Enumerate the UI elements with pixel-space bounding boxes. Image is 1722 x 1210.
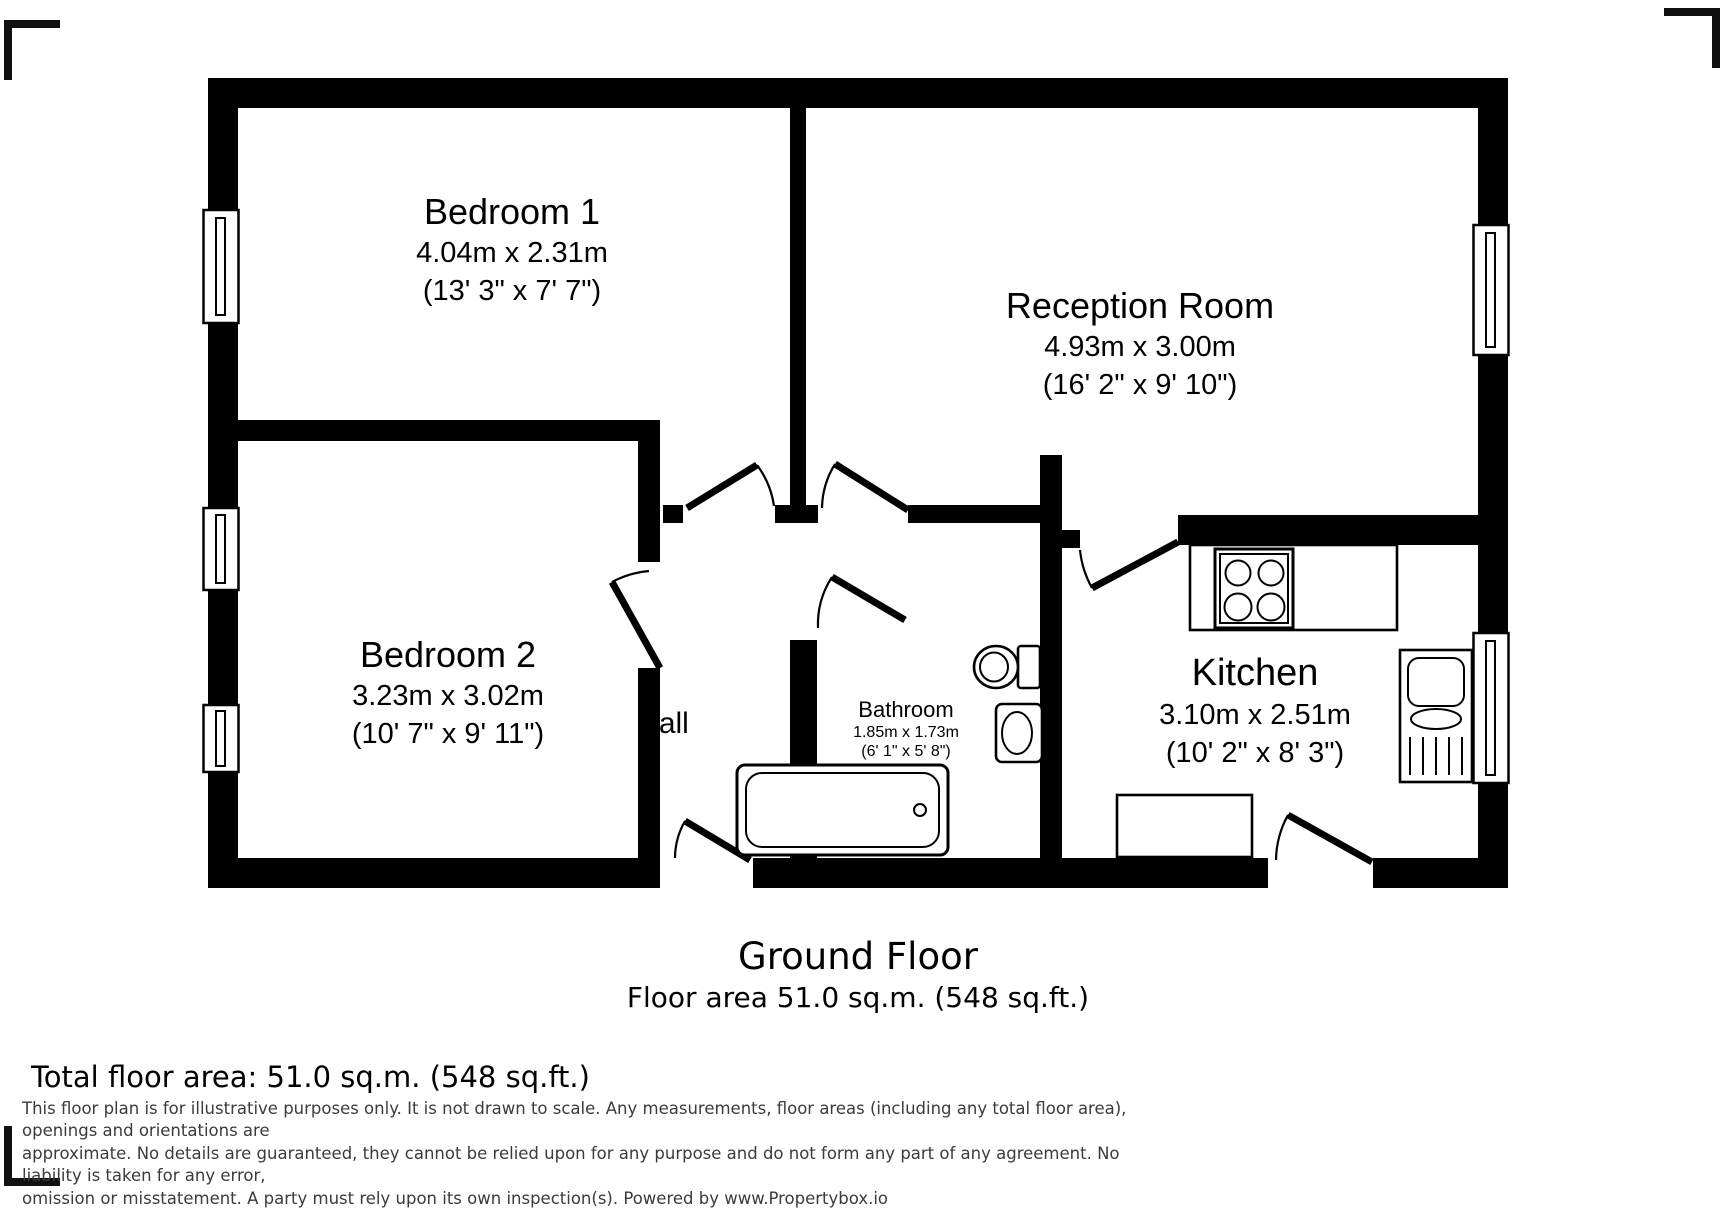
room-dim-imperial: (6' 1" x 5' 8") (861, 743, 951, 760)
floor-title: Ground Floor (738, 935, 978, 978)
door-icon-bathroom (818, 577, 905, 628)
window-icon-bedroom2-upper (204, 508, 239, 590)
window-icon-kitchen (1474, 633, 1509, 783)
wall-bathroom-top (908, 505, 1062, 523)
jamb-hall-center (775, 505, 818, 523)
appliance-icon (1117, 795, 1252, 857)
total-floor-area: Total floor area: 51.0 sq.m. (548 sq.ft.) (31, 1060, 590, 1094)
room-name: Bedroom 2 (359, 634, 537, 675)
door-icon-bedroom1 (687, 465, 774, 508)
room-name: Reception Room (1005, 285, 1275, 326)
corner-mark-top-left (4, 20, 60, 80)
room-dim-metric: 3.23m x 3.02m (352, 680, 544, 712)
bathtub-icon (737, 765, 948, 855)
floor-caption (458, 934, 1258, 1016)
room-dim-imperial: (10' 2" x 8' 3") (1165, 737, 1345, 769)
jamb-kitchen-door (1062, 530, 1080, 548)
room-dim-imperial: (13' 3" x 7' 7") (422, 275, 602, 307)
room-name: Kitchen (1191, 652, 1319, 694)
room-label-kitchen (1055, 650, 1455, 772)
room-dim-metric: 4.04m x 2.31m (416, 237, 608, 269)
door-icon-reception (822, 464, 908, 510)
room-name: Bathroom (858, 697, 954, 722)
disclaimer-line: This floor plan is for illustrative purposes only. It is not drawn to scale. Any measurements, floor areas (including any total floor area), openings and orientations are (22, 1099, 1127, 1141)
wall-kitchen-top (1178, 515, 1478, 545)
wall-bottom-seg2 (753, 858, 1268, 888)
wall-bed2-hall-upper (638, 420, 660, 562)
corner-mark-top-right (1664, 8, 1720, 68)
room-dim-metric: 3.10m x 2.51m (1159, 699, 1351, 731)
toilet-icon (974, 646, 1040, 688)
jamb-bed1-door (663, 505, 683, 523)
room-name: Bedroom 1 (423, 191, 601, 232)
wall-bed1-bed2 (238, 420, 655, 441)
wall-bottom-seg3 (1373, 858, 1508, 888)
floor-area: Floor area 51.0 sq.m. (548 sq.ft.) (626, 981, 1090, 1014)
hob-icon (1215, 549, 1293, 628)
disclaimer-line: omission or misstatement. A party must rely upon its own inspection(s). Powered by www.Propertybox.io (22, 1188, 889, 1208)
window-icon-bedroom2-lower (204, 705, 239, 772)
wall-reception-stub (1040, 455, 1062, 505)
room-dim-imperial: (10' 7" x 9' 11") (351, 718, 545, 750)
window-icon-reception (1474, 225, 1509, 355)
door-icon-kitchen-back (1276, 815, 1372, 862)
room-dim-imperial: (16' 2" x 9' 10") (1042, 369, 1238, 401)
room-label-reception (890, 284, 1390, 404)
room-label-bedroom1 (312, 190, 712, 310)
door-icon-kitchen-entry (1080, 542, 1178, 588)
disclaimer-text (22, 1098, 1182, 1210)
wall-bottom-seg1 (208, 858, 660, 888)
wall-top (208, 78, 1508, 108)
disclaimer-line: approximate. No details are guaranteed, they cannot be relied upon for any purpose and do not form any part of any agreement. No liability is taken for any error, (22, 1143, 1120, 1186)
room-name: Hall (637, 707, 689, 740)
room-label-bathroom (806, 697, 1006, 761)
room-label-hall (603, 707, 723, 741)
wall-bed1-reception (790, 108, 806, 505)
room-dim-metric: 1.85m x 1.73m (853, 724, 959, 741)
window-icon-bedroom1 (204, 210, 239, 323)
room-dim-metric: 4.93m x 3.00m (1044, 331, 1236, 363)
room-label-bedroom2 (248, 633, 648, 753)
